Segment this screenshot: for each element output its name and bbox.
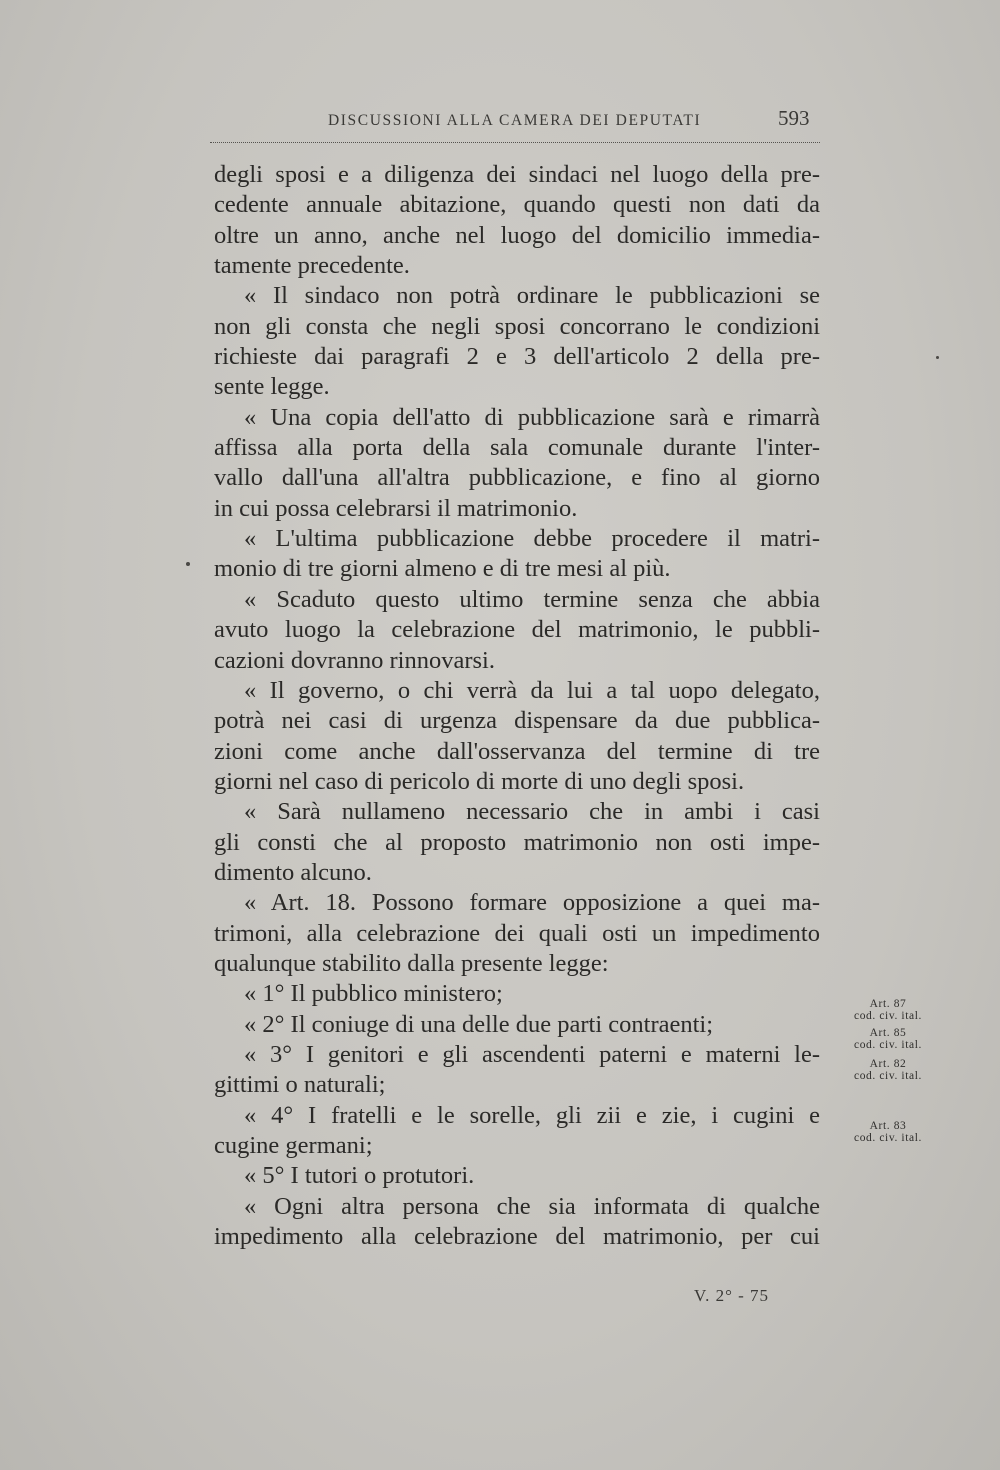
text-line: giorni nel caso di pericolo di morte di uno degli sposi. — [214, 767, 745, 795]
margin-note-article: Art. 82 — [869, 1058, 907, 1070]
text-line: dimento alcuno. — [214, 858, 372, 886]
text-line: cedente annuale abitazione, quando questi non dati da — [214, 191, 820, 219]
text-line: « Ogni altra persona che sia informata di qualche — [244, 1192, 820, 1220]
text-line: « L'ultima pubblicazione debbe procedere il matri- — [244, 525, 820, 553]
text-line: « 2° Il coniuge di una delle due parti contraenti; — [244, 1010, 714, 1038]
text-line: oltre un anno, anche nel luogo del domicilio immedia- — [214, 221, 820, 249]
margin-speck — [186, 562, 190, 566]
text-line: gittimi o naturali; — [214, 1071, 386, 1099]
margin-note-article: Art. 85 — [869, 1027, 907, 1039]
text-line: « 3° I genitori e gli ascendenti paterni e materni le- — [244, 1040, 820, 1068]
margin-note-reference: cod. civ. ital. — [854, 1010, 922, 1022]
margin-note-article: Art. 83 — [869, 1120, 907, 1132]
text-line: trimoni, alla celebrazione dei quali osti un impedimento — [214, 919, 820, 947]
text-line: gli consti che al proposto matrimonio non osti impe- — [214, 828, 820, 856]
header-rule — [210, 142, 820, 143]
text-line: qualunque stabilito dalla presente legge: — [214, 949, 609, 977]
margin-note-reference: cod. civ. ital. — [854, 1132, 922, 1144]
text-line: « 4° I fratelli e le sorelle, gli zii e zie, i cugini e — [244, 1101, 820, 1129]
margin-note-reference: cod. civ. ital. — [854, 1070, 922, 1082]
text-line: tamente precedente. — [214, 252, 410, 280]
text-line: « Scaduto questo ultimo termine senza che abbia — [244, 585, 820, 613]
text-line: « Sarà nullameno necessario che in ambi i casi — [244, 798, 820, 826]
text-line: richieste dai paragrafi 2 e 3 dell'articolo 2 della pre- — [214, 343, 820, 371]
text-line: cazioni dovranno rinnovarsi. — [214, 646, 495, 674]
margin-note — [838, 1058, 938, 1082]
page-number: 593 — [778, 106, 810, 130]
text-line: « Il governo, o chi verrà da lui a tal uopo delegato, — [244, 676, 820, 704]
text-line: degli sposi e a diligenza dei sindaci nel luogo della pre- — [214, 161, 820, 188]
running-head: DISCUSSIONI ALLA CAMERA DEI DEPUTATI — [328, 112, 702, 129]
text-line: impedimento alla celebrazione del matrimonio, per cui — [214, 1223, 820, 1251]
margin-speck — [936, 356, 939, 359]
text-line: avuto luogo la celebrazione del matrimonio, le pubbli- — [214, 616, 820, 644]
text-line: « Una copia dell'atto di pubblicazione sarà e rimarrà — [244, 403, 820, 431]
text-line: affissa alla porta della sala comunale durante l'inter- — [214, 434, 820, 462]
text-line: monio di tre giorni almeno e di tre mesi al più. — [214, 555, 671, 583]
text-line: « 1° Il pubblico ministero; — [244, 980, 503, 1008]
text-line: sente legge. — [214, 373, 330, 401]
text-line: potrà nei casi di urgenza dispensare da due pubblica- — [214, 707, 820, 735]
text-line: « Il sindaco non potrà ordinare le pubblicazioni se — [244, 282, 820, 310]
text-line: non gli consta che negli sposi concorrano le condizioni — [214, 312, 820, 340]
text-line: in cui possa celebrarsi il matrimonio. — [214, 494, 578, 522]
margin-note — [838, 1120, 938, 1144]
margin-note — [838, 1027, 938, 1051]
text-line: vallo dall'una all'altra pubblicazione, e fino al giorno — [214, 464, 820, 492]
margin-note — [838, 998, 938, 1022]
body-text — [214, 160, 820, 1252]
text-line: zioni come anche dall'osservanza del termine di tre — [214, 737, 820, 765]
margin-note-article: Art. 87 — [869, 998, 907, 1010]
text-line: « Art. 18. Possono formare opposizione a quei ma- — [244, 889, 820, 917]
signature-mark: V. 2° - 75 — [694, 1286, 770, 1305]
text-line: « 5° I tutori o protutori. — [244, 1162, 475, 1190]
text-line: cugine germani; — [214, 1132, 373, 1159]
margin-note-reference: cod. civ. ital. — [854, 1039, 922, 1051]
